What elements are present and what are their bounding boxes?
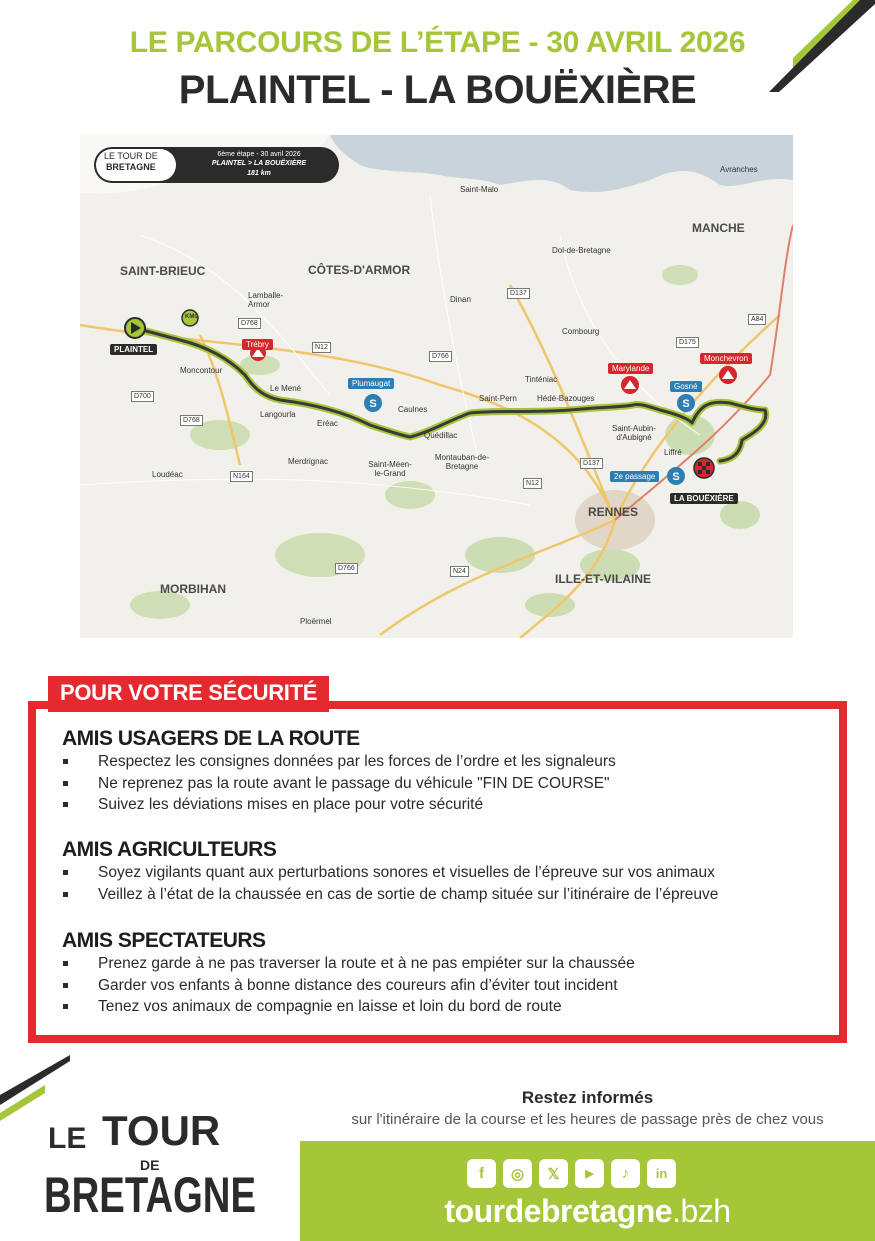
badge-logo-text: LE TOUR DE BRETAGNE (104, 151, 158, 172)
bullet-icon (63, 983, 68, 988)
instagram-icon[interactable]: ◎ (503, 1159, 532, 1188)
list-item: Suivez les déviations mises en place pour votre sécurité (62, 794, 616, 816)
town-label: Ploërmel (300, 617, 332, 626)
road-label: D768 (180, 415, 203, 426)
bullet-icon (63, 1004, 68, 1009)
list-item: Garder vos enfants à bonne distance des coureurs afin d’éviter tout incident (62, 975, 635, 997)
linkedin-icon[interactable]: in (647, 1159, 676, 1188)
bullet-icon (63, 759, 68, 764)
town-label: Le Mené (270, 384, 302, 393)
svg-text:S: S (369, 398, 377, 410)
town-label: Tinténiac (525, 375, 558, 384)
town-label: Hédé-Bazouges (537, 394, 595, 403)
svg-text:S: S (672, 471, 680, 483)
list-item: Ne reprenez pas la route avant le passage du véhicule "FIN DE COURSE" (62, 773, 616, 795)
bullet-icon (63, 892, 68, 897)
town-label: SAINT-BRIEUC (120, 264, 206, 278)
footer-band (300, 1141, 875, 1241)
badge-distance-line: 181 km (247, 170, 271, 177)
road-label: D700 (131, 391, 154, 402)
tour-de-bretagne-logo (44, 1100, 264, 1225)
tiktok-icon[interactable]: ♪ (611, 1159, 640, 1188)
bullet-icon (63, 802, 68, 807)
logo-bretagne: BRETAGNE (44, 1167, 256, 1223)
road-label: N12 (523, 478, 542, 489)
town-label: Moncontour (180, 366, 223, 375)
route-map (80, 135, 793, 638)
list-item: Respectez les consignes données par les forces de l’ordre et les signaleurs (62, 751, 616, 773)
start-label: PLAINTEL (110, 344, 157, 355)
road-label: D175 (676, 337, 699, 348)
badge-stage-line: 6ème étape - 30 avril 2026 (217, 151, 301, 158)
road-label: D137 (580, 458, 603, 469)
road-label: N164 (230, 471, 253, 482)
svg-text:S: S (682, 398, 690, 410)
town-label: Saint-Aubin-d'Aubigné (611, 424, 657, 442)
town-label: Saint-Pern (479, 394, 517, 403)
bullet-list (62, 953, 635, 1018)
stay-informed-title: Restez informés (521, 1088, 654, 1107)
climb-label: Marylande (608, 363, 653, 374)
town-label: Dinan (450, 295, 471, 304)
x-icon[interactable]: 𝕏 (539, 1159, 568, 1188)
town-label: Merdrignac (288, 457, 329, 466)
list-item: Veillez à l’état de la chaussée en cas de sortie de champ située sur l’itinéraire de l’épreuve (62, 884, 718, 906)
social-links (467, 1159, 676, 1189)
website-link[interactable]: tourdebretagne.bzh (444, 1193, 731, 1229)
logo-le: LE (48, 1122, 87, 1155)
road-label: N24 (450, 566, 469, 577)
town-label: RENNES (588, 505, 639, 519)
stage-badge (94, 147, 339, 183)
town-label: Quédillac (424, 431, 458, 440)
climb-label: Monchevron (700, 353, 752, 364)
section-heading: AMIS SPECTATEURS (62, 929, 266, 952)
town-label: Saint-Malo (460, 185, 499, 194)
sprint-label: Gosné (670, 381, 702, 392)
town-label: Dol-de-Bretagne (552, 246, 611, 255)
bullet-icon (63, 961, 68, 966)
town-label: Loudéac (152, 470, 183, 479)
road-label: D137 (507, 288, 530, 299)
town-label: Avranches (720, 165, 758, 174)
bullet-icon (63, 870, 68, 875)
dept-label: CÔTES-D'ARMOR (308, 263, 411, 277)
climb-label: Trébry (242, 339, 273, 350)
sprint-label: 2e passage (610, 471, 659, 482)
town-label: Eréac (317, 419, 338, 428)
stage-route-title: PLAINTEL - LA BOUËXIÈRE (178, 68, 697, 112)
safety-title: POUR VOTRE SÉCURITÉ (48, 676, 329, 712)
stage-date-title: LE PARCOURS DE L’ÉTAPE - 30 AVRIL 2026 (129, 26, 746, 59)
town-label: Montauban-de-Bretagne (434, 453, 490, 471)
bullet-list (62, 862, 718, 905)
youtube-icon[interactable]: ▶ (575, 1159, 604, 1188)
sprint-label: Plumaugat (348, 378, 394, 389)
section-heading: AMIS AGRICULTEURS (62, 838, 277, 861)
facebook-icon[interactable]: f (467, 1159, 496, 1188)
town-label: Saint-Méen-le-Grand (368, 460, 412, 478)
town-label: Caulnes (398, 405, 428, 414)
bullet-icon (63, 781, 68, 786)
road-label: D766 (429, 351, 452, 362)
bullet-list (62, 751, 616, 816)
list-item: Tenez vos animaux de compagnie en laisse et loin du bord de route (62, 996, 635, 1018)
dept-label: MORBIHAN (160, 582, 226, 596)
finish-label: LA BOUËXIÈRE (670, 493, 738, 504)
dept-label: MANCHE (692, 221, 745, 235)
town-label: Lamballe-Armor (248, 291, 284, 309)
town-label: Liffré (664, 448, 682, 457)
dept-label: ILLE-ET-VILAINE (555, 572, 651, 586)
badge-route-line: PLAINTEL > LA BOUËXIÈRE (211, 160, 307, 167)
town-label: Langourla (260, 410, 296, 419)
road-label: D768 (238, 318, 261, 329)
road-label: N12 (312, 342, 331, 353)
list-item: Soyez vigilants quant aux perturbations sonores et visuelles de l’épreuve sur vos animaux (62, 862, 718, 884)
town-label: Combourg (562, 327, 600, 336)
stay-informed-subtitle: sur l'itinéraire de la course et les heures de passage près de chez vous (351, 1111, 824, 1128)
road-label: A84 (748, 314, 766, 325)
km0-label: KM0 (185, 314, 198, 320)
logo-de: DE (140, 1157, 160, 1173)
road-label: D766 (335, 563, 358, 574)
section-heading: AMIS USAGERS DE LA ROUTE (62, 727, 360, 750)
logo-tour: TOUR (102, 1107, 221, 1154)
list-item: Prenez garde à ne pas traverser la route et à ne pas empiéter sur la chaussée (62, 953, 635, 975)
